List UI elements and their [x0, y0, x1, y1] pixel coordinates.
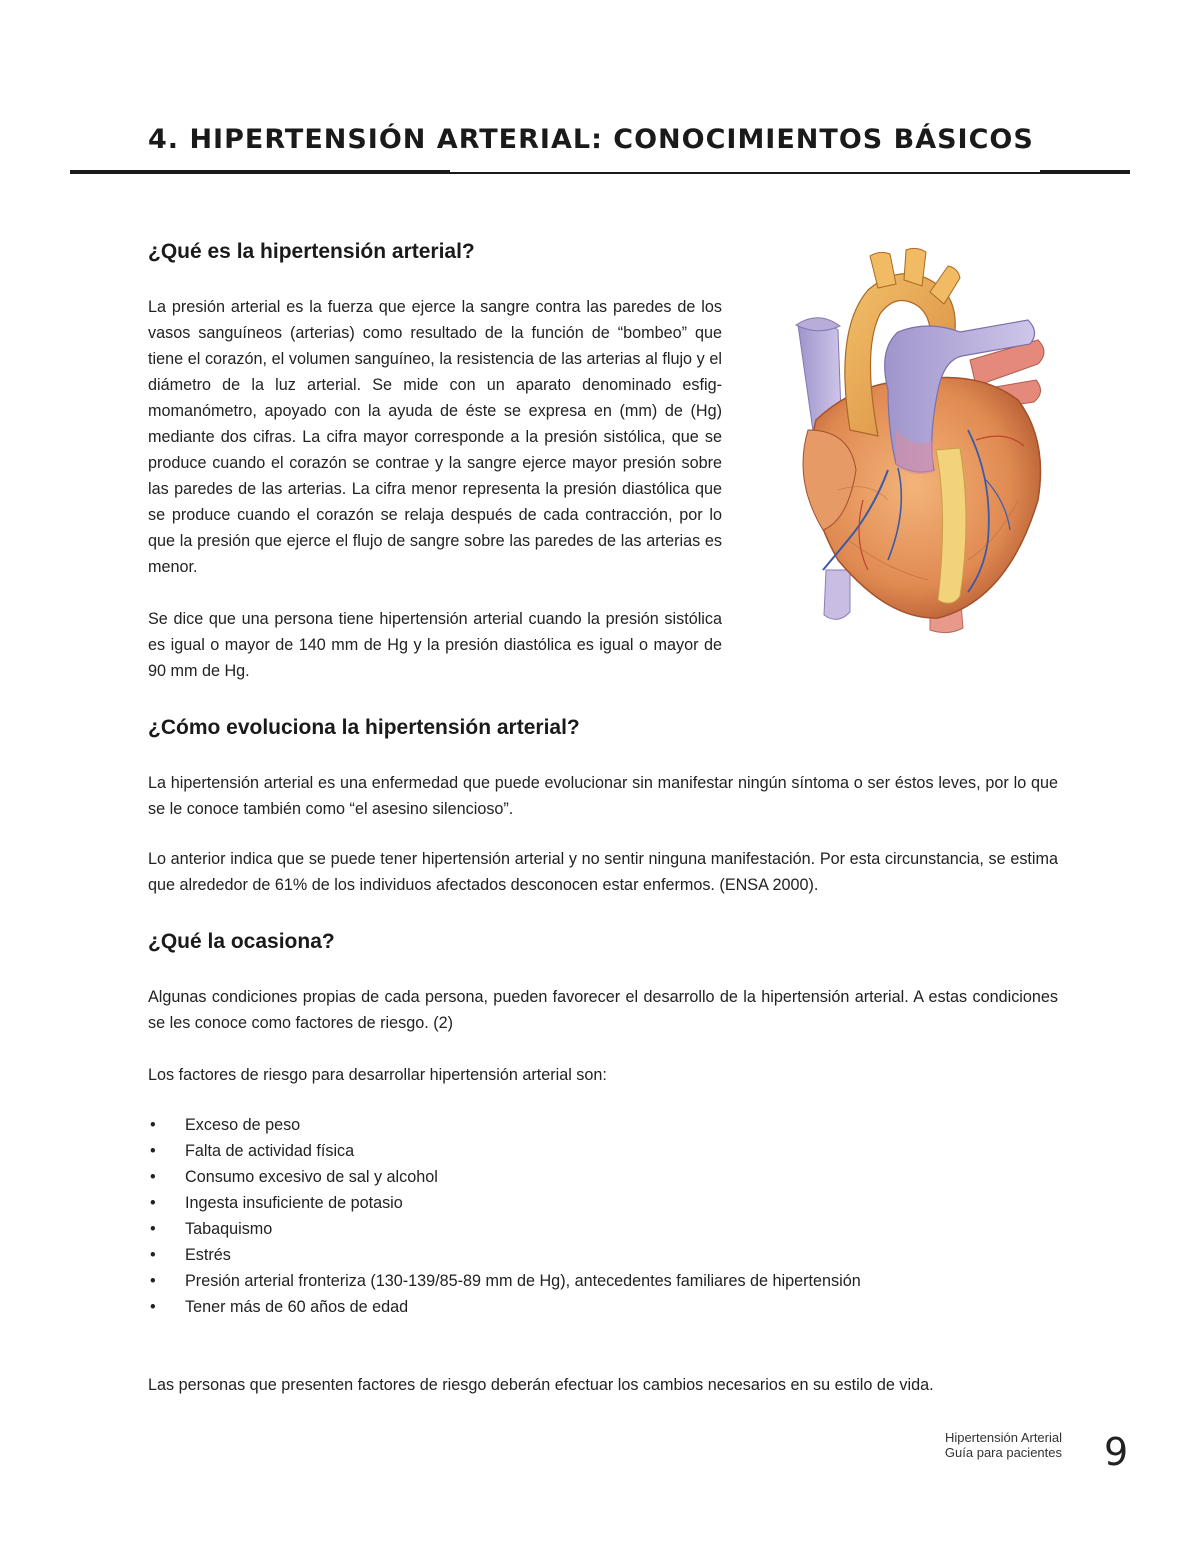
- risk-factors-intro: Los factores de riesgo para desarrollar hipertensión arterial son:: [148, 1066, 607, 1084]
- footer-line-1: Hipertensión Arterial: [944, 1430, 1062, 1445]
- section-heading-que-la-ocasiona: ¿Qué la ocasiona?: [148, 930, 335, 953]
- list-item: • Estrés: [148, 1242, 861, 1268]
- list-item: • Falta de actividad física: [148, 1138, 861, 1164]
- list-item: • Exceso de peso: [148, 1112, 861, 1138]
- list-item: • Ingesta insuficiente de potasio: [148, 1190, 861, 1216]
- list-item: • Consumo excesivo de sal y alcohol: [148, 1164, 861, 1190]
- heart-icon: [738, 240, 1068, 635]
- section2-paragraph-1: La hipertensión arterial es una enfermedad que puede evolucionar sin manifestar ningún síntoma o ser éstos leves, por lo que se le conoce también como “el asesino silencioso”.: [148, 774, 1058, 818]
- heart-illustration: [738, 240, 1068, 635]
- bullet: •: [150, 1246, 156, 1264]
- list-item: • Tener más de 60 años de edad: [148, 1294, 861, 1320]
- bullet: •: [150, 1116, 156, 1134]
- bullet: •: [150, 1142, 156, 1160]
- section1-paragraph-1: La presión arterial es la fuerza que ejerce la sangre contra las paredes de los vasos sanguíneos (arterias) como resultado de la función de “bombeo” que tiene el corazón, el volumen sanguíneo, la resistencia de las arterias al flujo y el diámetro de la luz arterial. Se mide con un aparato denominado esfig-momanómetro, apoyado con la ayuda de éste se expresa en (mm) de (Hg) mediante dos cifras. La cifra mayor corresponde a la presión sistólica, que se produce cuando el corazón se contrae y la sangre ejerce mayor presión sobre las paredes de las arterias. La cifra menor representa la presión diastólica que se produce cuando el corazón se relaja después de cada contracción, por lo que la presión que ejerce el flujo de sangre sobre las paredes de las arterias es menor.: [148, 298, 722, 576]
- footer-publication: [945, 1430, 1062, 1460]
- bullet: •: [150, 1272, 156, 1290]
- bullet: •: [150, 1194, 156, 1212]
- chapter-title: 4. HIPERTENSIÓN ARTERIAL: CONOCIMIENTOS BÁSICOS: [148, 124, 1034, 155]
- footer-line-2: Guía para pacientes: [944, 1445, 1062, 1460]
- title-underline-accent-left: [70, 170, 450, 174]
- list-item: • Presión arterial fronteriza (130-139/85-89 mm de Hg), antecedentes familiares de hipertensión: [148, 1268, 861, 1294]
- closing-paragraph: Las personas que presenten factores de riesgo deberán efectuar los cambios necesarios en su estilo de vida.: [148, 1376, 934, 1394]
- section1-paragraph-2: Se dice que una persona tiene hipertensión arterial cuando la presión sistólica es igual o mayor de 140 mm de Hg y la presión diastólica es igual o mayor de 90 mm de Hg.: [148, 610, 722, 680]
- title-underline-accent-right: [1040, 170, 1130, 174]
- section2-paragraph-2: Lo anterior indica que se puede tener hipertensión arterial y no sentir ninguna manifestación. Por esta circunstancia, se estima que alrededor de 61% de los individuos afectados desconocen estar enfermos. (ENSA 2000).: [148, 850, 1058, 894]
- page-number: 9: [1104, 1430, 1129, 1474]
- risk-factors-list: [148, 1112, 861, 1320]
- section-heading-que-es: ¿Qué es la hipertensión arterial?: [148, 240, 475, 263]
- section-heading-como-evoluciona: ¿Cómo evoluciona la hipertensión arterial?: [148, 716, 580, 739]
- bullet: •: [150, 1298, 156, 1316]
- bullet: •: [150, 1168, 156, 1186]
- bullet: •: [150, 1220, 156, 1238]
- list-item: • Tabaquismo: [148, 1216, 861, 1242]
- section3-paragraph-1: Algunas condiciones propias de cada persona, pueden favorecer el desarrollo de la hipertensión arterial. A estas condiciones se les conoce como factores de riesgo. (2): [148, 988, 1058, 1032]
